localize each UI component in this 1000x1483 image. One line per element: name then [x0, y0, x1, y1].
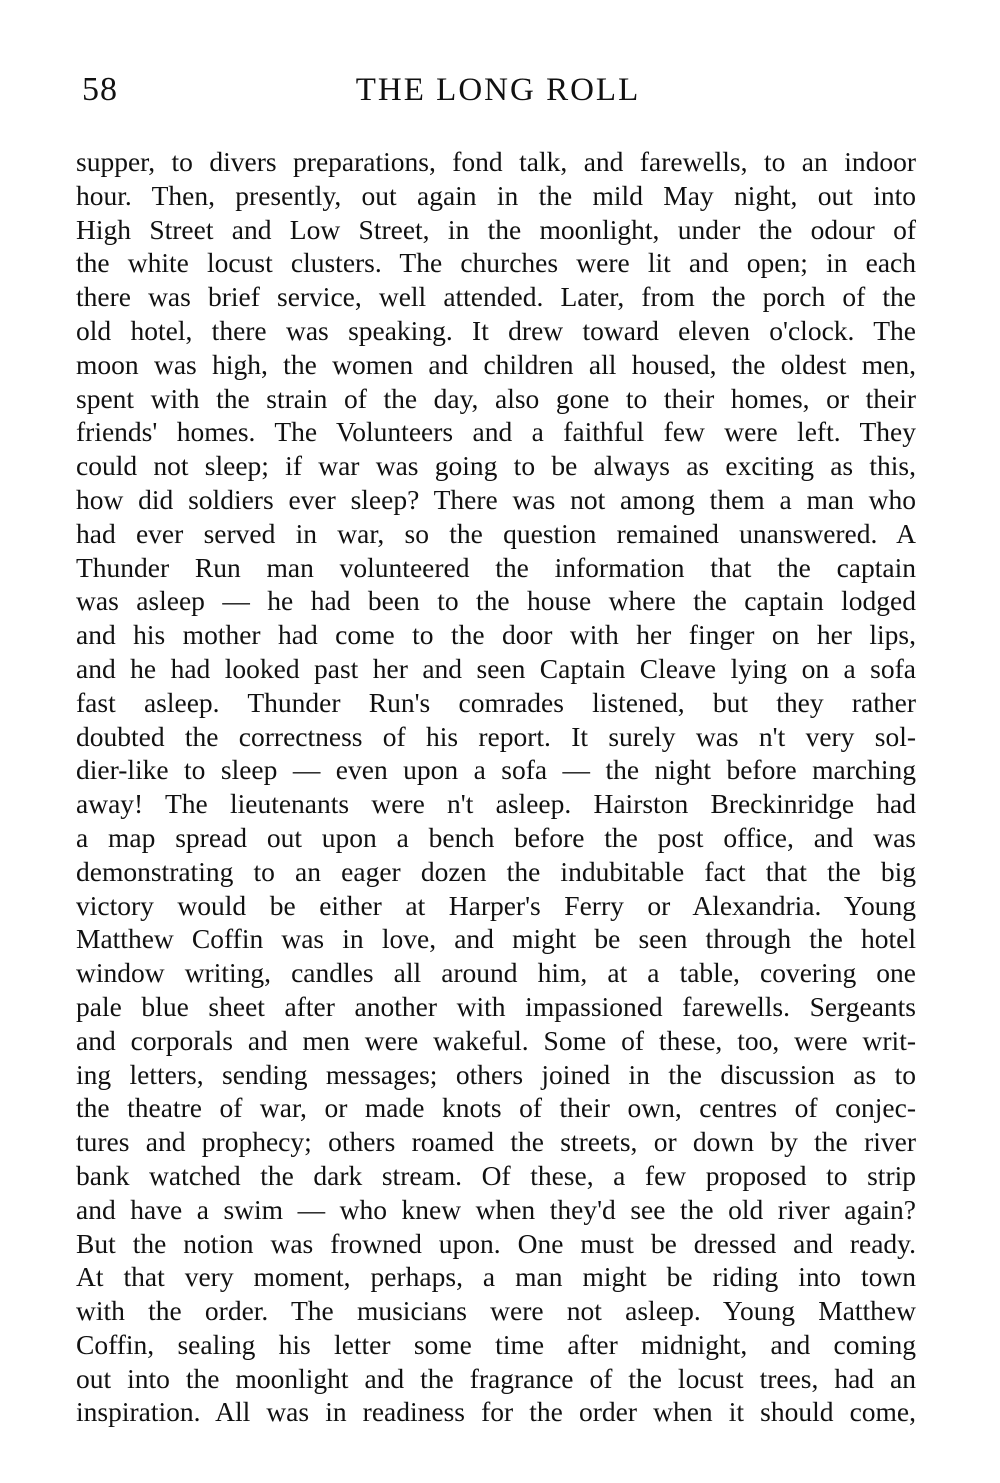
- text-line: doubted the correctness of his report. It surely was n't very sol-: [76, 720, 916, 752]
- text-line: away! The lieutenants were n't asleep. Hairston Breckinridge had: [76, 788, 916, 820]
- text-line: tures and prophecy; others roamed the streets, or down by the river: [76, 1126, 916, 1158]
- text-line: bank watched the dark stream. Of these, a few proposed to strip: [76, 1159, 916, 1191]
- text-line: out into the moonlight and the fragrance of the locust trees, had an: [76, 1362, 916, 1394]
- text-line: hour. Then, presently, out again in the mild May night, out into: [76, 179, 916, 211]
- running-head: [78, 66, 918, 116]
- text-line: was asleep — he had been to the house where the captain lodged: [76, 585, 916, 617]
- text-line: and he had looked past her and seen Captain Cleave lying on a sofa: [76, 652, 916, 684]
- text-line: dier-like to sleep — even upon a sofa — the night before marching: [76, 754, 916, 786]
- text-line: and his mother had come to the door with her finger on her lips,: [76, 619, 916, 651]
- text-line: victory would be either at Harper's Ferry or Alexandria. Young: [76, 889, 916, 921]
- text-line: with the order. The musicians were not asleep. Young Matthew: [76, 1295, 916, 1327]
- text-line: had ever served in war, so the question remained unanswered. A: [76, 517, 916, 549]
- body-text: [76, 145, 916, 1429]
- text-line: pale blue sheet after another with impassioned farewells. Sergeants: [76, 990, 916, 1022]
- text-line: Matthew Coffin was in love, and might be seen through the hotel: [76, 923, 916, 955]
- text-line: a map spread out upon a bench before the post office, and was: [76, 821, 916, 853]
- text-line: moon was high, the women and children all housed, the oldest men,: [76, 348, 916, 380]
- running-title: THE LONG ROLL: [355, 72, 641, 108]
- text-line: supper, to divers preparations, fond talk, and farewells, to an indoor: [76, 146, 916, 177]
- text-line: ing letters, sending messages; others joined in the discussion as to: [76, 1058, 916, 1090]
- text-line: the theatre of war, or made knots of their own, centres of conjec-: [76, 1092, 916, 1124]
- text-line: and corporals and men were wakeful. Some of these, too, were writ-: [76, 1024, 916, 1056]
- text-line: old hotel, there was speaking. It drew toward eleven o'clock. The: [76, 314, 916, 346]
- page-number: 58: [82, 71, 118, 108]
- text-line: and have a swim — who knew when they'd see the old river again?: [76, 1193, 916, 1225]
- text-line: Thunder Run man volunteered the information that the captain: [76, 551, 916, 583]
- text-line: High Street and Low Street, in the moonlight, under the odour of: [76, 213, 916, 245]
- text-line: friends' homes. The Volunteers and a faithful few were left. They: [76, 416, 916, 448]
- text-line: inspiration. All was in readiness for the order when it should come,: [76, 1396, 916, 1428]
- text-line: spent with the strain of the day, also gone to their homes, or their: [76, 382, 916, 414]
- text-line: could not sleep; if war was going to be always as exciting as this,: [76, 450, 916, 482]
- text-line: fast asleep. Thunder Run's comrades listened, but they rather: [76, 686, 916, 718]
- text-line: there was brief service, well attended. Later, from the porch of the: [76, 281, 916, 313]
- text-line: But the notion was frowned upon. One must be dressed and ready.: [76, 1227, 916, 1259]
- text-line: how did soldiers ever sleep? There was not among them a man who: [76, 483, 916, 515]
- text-line: the white locust clusters. The churches were lit and open; in each: [76, 247, 916, 279]
- text-line: At that very moment, perhaps, a man might be riding into town: [76, 1261, 916, 1293]
- text-line: window writing, candles all around him, at a table, covering one: [76, 957, 916, 989]
- text-line: demonstrating to an eager dozen the indubitable fact that the big: [76, 855, 916, 887]
- text-line: Coffin, sealing his letter some time after midnight, and coming: [76, 1328, 916, 1360]
